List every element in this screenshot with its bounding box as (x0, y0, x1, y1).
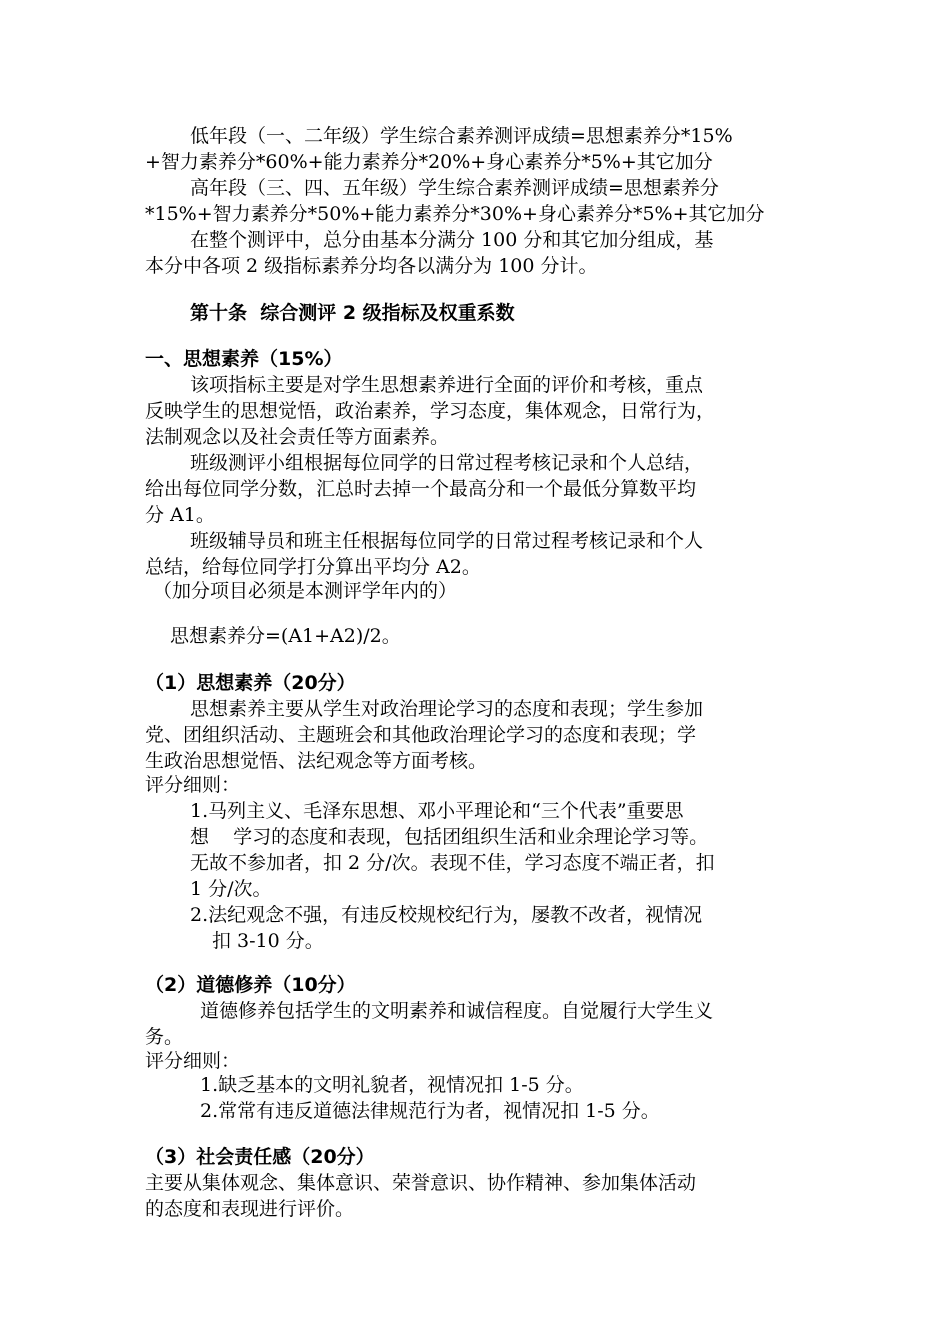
sub1-rule1-line-3: 无故不参加者，扣 2 分/次。表现不佳，学习态度不端正者，扣 (190, 852, 715, 874)
article-title: 第十条 综合测评 2 级指标及权重系数 (190, 302, 515, 324)
section1-p1-line-3: 法制观念以及社会责任等方面素养。 (145, 426, 450, 448)
intro-total-line-2: 本分中各项 2 级指标素养分均各以满分为 100 分计。 (145, 255, 598, 277)
sub3-p-line-1: 主要从集体观念、集体意识、荣誉意识、协作精神、参加集体活动 (145, 1172, 697, 1194)
sub3-heading: （3）社会责任感（20分） (145, 1146, 375, 1168)
intro-high-line-2: *15%+智力素养分*50%+能力素养分*30%+身心素养分*5%+其它加分 (145, 203, 765, 225)
sub1-rule1-line-1: 1.马列主义、毛泽东思想、邓小平理论和“三个代表”重要思 (190, 800, 684, 822)
sub2-rule1: 1.缺乏基本的文明礼貌者，视情况扣 1-5 分。 (200, 1074, 584, 1096)
section1-p2-line-3: 分 A1。 (145, 504, 215, 526)
section1-p2-line-2: 给出每位同学分数，汇总时去掉一个最高分和一个最低分算数平均 (145, 478, 697, 500)
intro-low-line-2: +智力素养分*60%+能力素养分*20%+身心素养分*5%+其它加分 (145, 151, 713, 173)
section1-p3-line-1: 班级辅导员和班主任根据每位同学的日常过程考核记录和个人 (190, 530, 704, 552)
sub1-rule1-line-4: 1 分/次。 (190, 878, 272, 900)
section1-formula: 思想素养分=(A1+A2)/2。 (170, 625, 401, 647)
sub1-rule1-line-2: 想 学习的态度和表现，包括团组织生活和业余理论学习等。 (190, 826, 709, 848)
sub1-p-line-2: 党、团组织活动、主题班会和其他政治理论学习的态度和表现；学 (145, 724, 697, 746)
sub2-p-line-2: 务。 (145, 1026, 184, 1048)
section1-note: （加分项目必须是本测评学年内的） (153, 580, 458, 602)
section1-p1-line-2: 反映学生的思想觉悟，政治素养，学习态度，集体观念，日常行为， (145, 400, 716, 422)
section1-p1-line-1: 该项指标主要是对学生思想素养进行全面的评价和考核，重点 (190, 374, 704, 396)
section1-p2-line-1: 班级测评小组根据每位同学的日常过程考核记录和个人总结， (190, 452, 704, 474)
sub2-p-line-1: 道德修养包括学生的文明素养和诚信程度。自觉履行大学生义 (200, 1000, 714, 1022)
sub1-p-line-3: 生政治思想觉悟、法纪观念等方面考核。 (145, 750, 488, 772)
intro-total-line-1: 在整个测评中，总分由基本分满分 100 分和其它加分组成，基 (190, 229, 714, 251)
sub1-rule2-line-2: 扣 3-10 分。 (212, 930, 324, 952)
sub1-heading: （1）思想素养（20分） (145, 672, 356, 694)
intro-low-line-1: 低年段（一、二年级）学生综合素养测评成绩=思想素养分*15% (190, 125, 733, 147)
sub2-rules-label: 评分细则： (145, 1050, 241, 1072)
section1-p3-line-2: 总结，给每位同学打分算出平均分 A2。 (145, 556, 481, 578)
sub1-rule2-line-1: 2.法纪观念不强，有违反校规校纪行为，屡教不改者，视情况 (190, 904, 703, 926)
sub1-p-line-1: 思想素养主要从学生对政治理论学习的态度和表现；学生参加 (190, 698, 704, 720)
sub2-heading: （2）道德修养（10分） (145, 974, 356, 996)
sub1-rules-label: 评分细则： (145, 774, 241, 796)
section1-heading: 一、思想素养（15%） (145, 348, 343, 370)
sub2-rule2: 2.常常有违反道德法律规范行为者，视情况扣 1-5 分。 (200, 1100, 660, 1122)
intro-high-line-1: 高年段（三、四、五年级）学生综合素养测评成绩=思想素养分 (190, 177, 719, 199)
sub3-p-line-2: 的态度和表现进行评价。 (145, 1198, 355, 1220)
